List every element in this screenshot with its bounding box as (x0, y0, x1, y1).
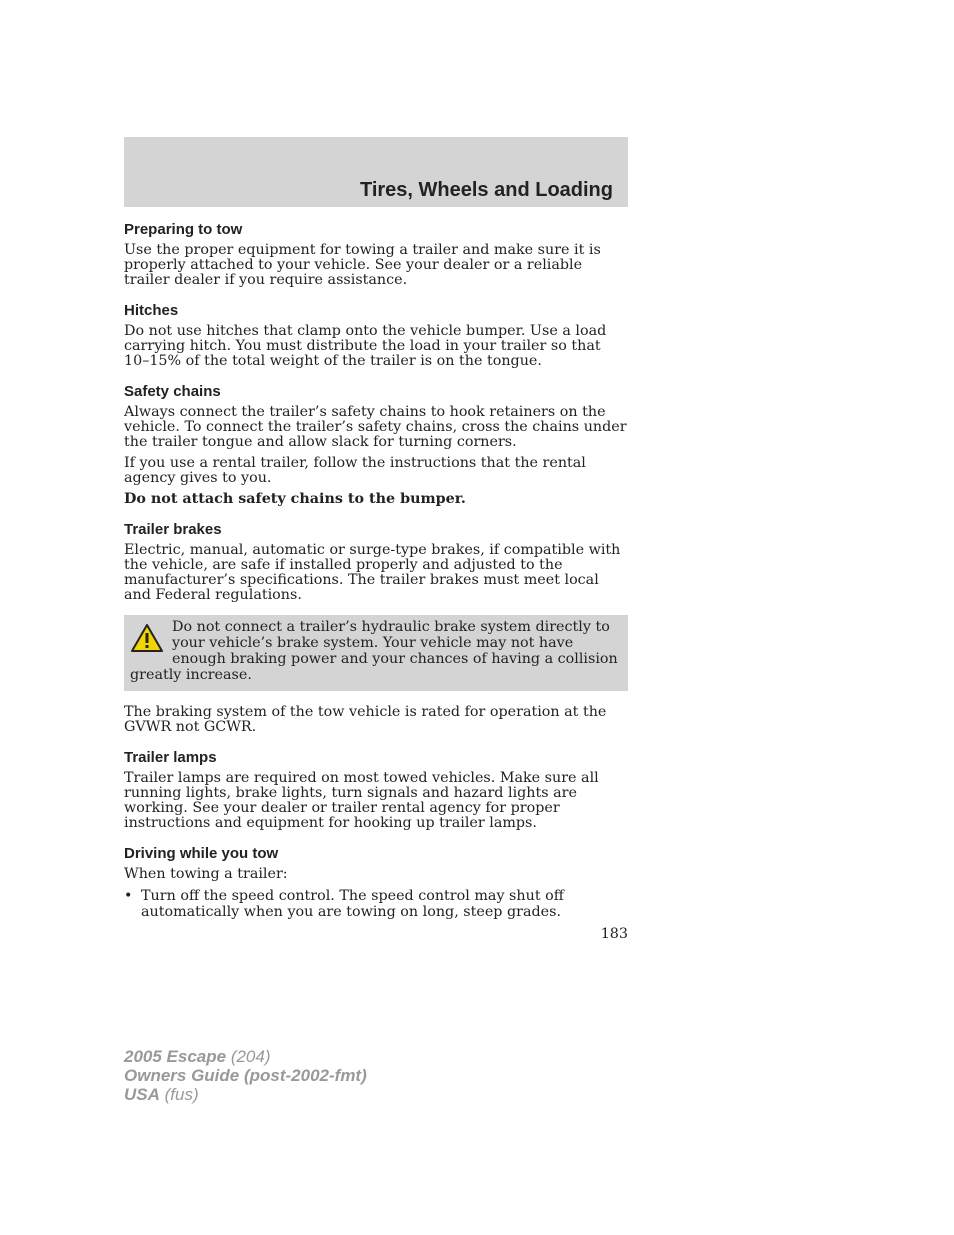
section-trailer-brakes (124, 521, 628, 735)
page-number: 183 (600, 926, 628, 942)
warning-text: Do not connect a trailer’s hydraulic brake system directly to your vehicle’s brake system. Your vehicle may not have enough braking power and your chances of having a collision greatly increase. (130, 619, 618, 683)
section-heading: Safety chains (124, 383, 221, 400)
paragraph: Electric, manual, automatic or surge-type brakes, if compatible with the vehicle, are safe if installed properly and adjusted to the manufacturer’s specifications. The trailer brakes must meet local and Federal regulations. (124, 542, 621, 603)
section-preparing-to-tow (124, 221, 628, 288)
section-heading: Trailer lamps (124, 749, 217, 766)
footer-line-1: 2005 Escape (204) (124, 1047, 271, 1066)
bold-note: Do not attach safety chains to the bumper. (124, 491, 466, 507)
section-trailer-lamps (124, 749, 628, 831)
document-footer (124, 1047, 367, 1104)
section-safety-chains (124, 383, 628, 507)
page-content (124, 221, 628, 934)
section-heading: Hitches (124, 302, 179, 319)
chapter-title: Tires, Wheels and Loading (359, 179, 613, 201)
warning-box (124, 615, 628, 691)
section-heading: Preparing to tow (124, 221, 243, 238)
section-heading: Driving while you tow (124, 845, 279, 862)
paragraph: Trailer lamps are required on most towed vehicles. Make sure all running lights, brake lights, turn signals and hazard lights are working. See your dealer or trailer rental agency for proper instructions and equipment for hooking up trailer lamps. (124, 770, 599, 831)
paragraph: If you use a rental trailer, follow the instructions that the rental agency gives to you. (124, 455, 586, 486)
paragraph: The braking system of the tow vehicle is rated for operation at the GVWR not GCWR. (124, 704, 607, 735)
chapter-header-band (124, 137, 628, 207)
paragraph: Do not use hitches that clamp onto the vehicle bumper. Use a load carrying hitch. You must distribute the load in your trailer so that 10–15% of the total weight of the trailer is on the tongue. (124, 323, 607, 369)
section-driving-while-you-tow (124, 845, 628, 920)
footer-line-3: USA (fus) (124, 1085, 199, 1104)
list-item-text: Turn off the speed control. The speed control may shut off automatically when you are towing on long, steep grades. (141, 888, 564, 920)
section-heading: Trailer brakes (124, 521, 222, 538)
warning-triangle-icon (130, 623, 164, 653)
footer-line-2: Owners Guide (post-2002-fmt) (124, 1066, 367, 1085)
bullet-icon: • (124, 888, 133, 904)
paragraph: When towing a trailer: (124, 866, 288, 882)
section-hitches (124, 302, 628, 369)
paragraph: Use the proper equipment for towing a trailer and make sure it is properly attached to your vehicle. See your dealer or a reliable trailer dealer if you require assistance. (124, 242, 601, 288)
list-item (124, 888, 628, 920)
paragraph: Always connect the trailer’s safety chains to hook retainers on the vehicle. To connect the trailer’s safety chains, cross the chains under the trailer tongue and allow slack for turning corners. (124, 404, 627, 450)
